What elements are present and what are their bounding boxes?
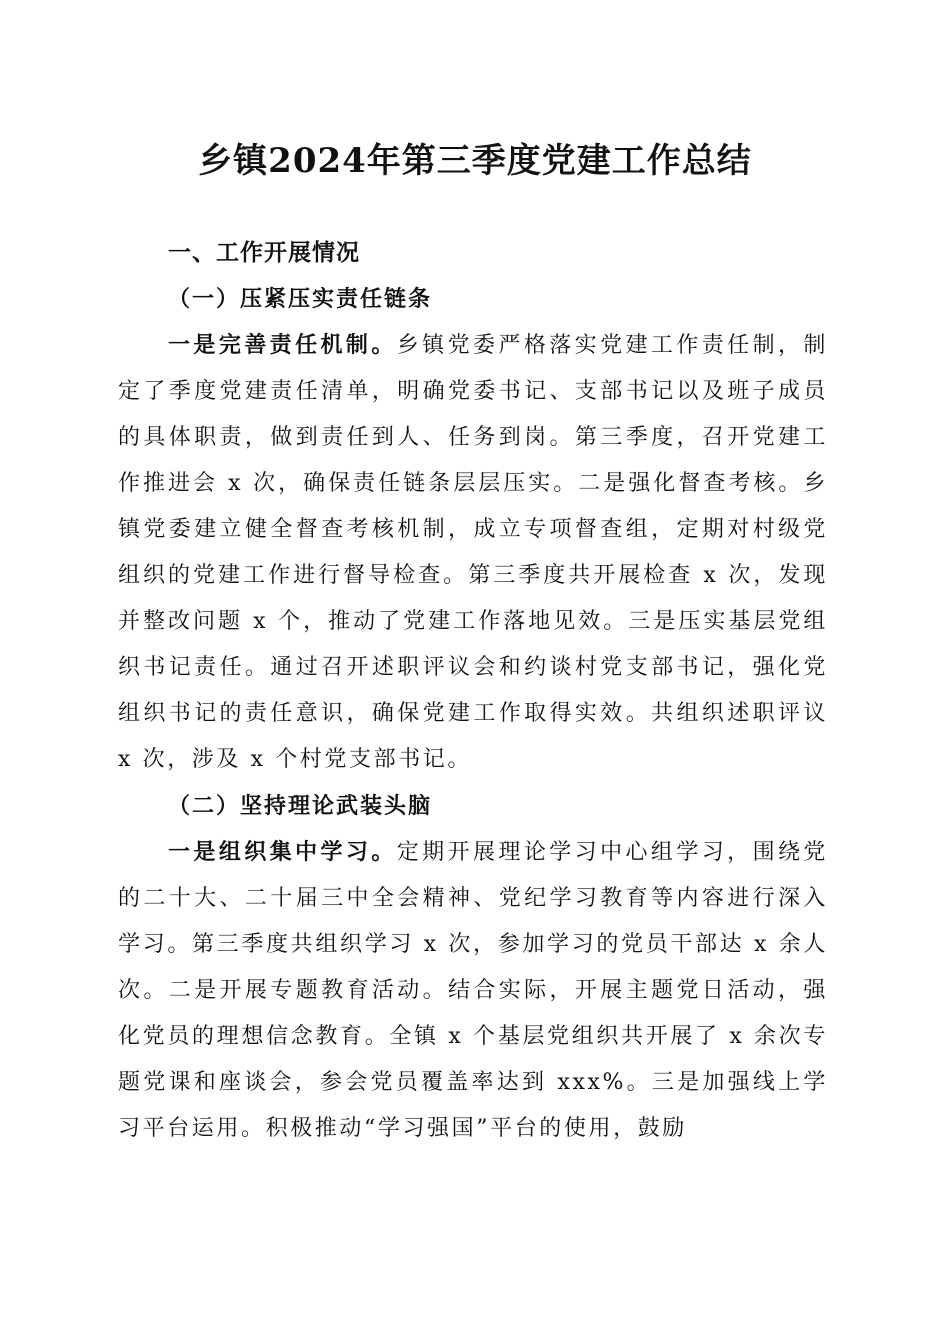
paragraph-lead-theory: 一是组织集中学习。: [168, 839, 397, 865]
paragraph-lead-responsibility: 一是完善责任机制。: [168, 332, 397, 358]
paragraph-body-theory: 定期开展理论学习中心组学习，围绕党的二十大、二十届三中全会精神、党纪学习教育等内容进行深入学习。第三季度共组织学习 x 次，参加学习的党员干部达 x 余人次。二是开展专题教育活动。结合实际，开展主题党日活动，强化党员的理想信念教育。全镇 x 个基层党组织共开展了 x 余次专题党课和座谈会，参会党员覆盖率达到 xxx%。三是加强线上学习平台运用。积极推动“学习强国”平台的使用，鼓励: [118, 840, 829, 1141]
document-body: [118, 230, 828, 1152]
subsection-heading-responsibility: （一）压紧压实责任链条: [168, 286, 433, 312]
paragraph-responsibility: [118, 322, 828, 783]
paragraph-theory: [118, 829, 828, 1152]
document-title: 乡镇2024年第三季度党建工作总结: [198, 141, 752, 181]
paragraph-body-responsibility: 乡镇党委严格落实党建工作责任制，制定了季度党建责任清单，明确党委书记、支部书记以及班子成员的具体职责，做到责任到人、任务到岗。第三季度，召开党建工作推进会 x 次，确保责任链条层层压实。二是强化督查考核。乡镇党委建立健全督查考核机制，成立专项督查组，定期对村级党组织的党建工作进行督导检查。第三季度共开展检查 x 次，发现并整改问题 x 个，推动了党建工作落地见效。三是压实基层党组织书记责任。通过召开述职评议会和约谈村党支部书记，强化党组织书记的责任意识，确保党建工作取得实效。共组织述职评议 x 次，涉及 x 个村党支部书记。: [118, 333, 829, 772]
section-heading-work-status: 一、工作开展情况: [168, 240, 360, 266]
subsection-heading-theory: （二）坚持理论武装头脑: [168, 793, 433, 819]
